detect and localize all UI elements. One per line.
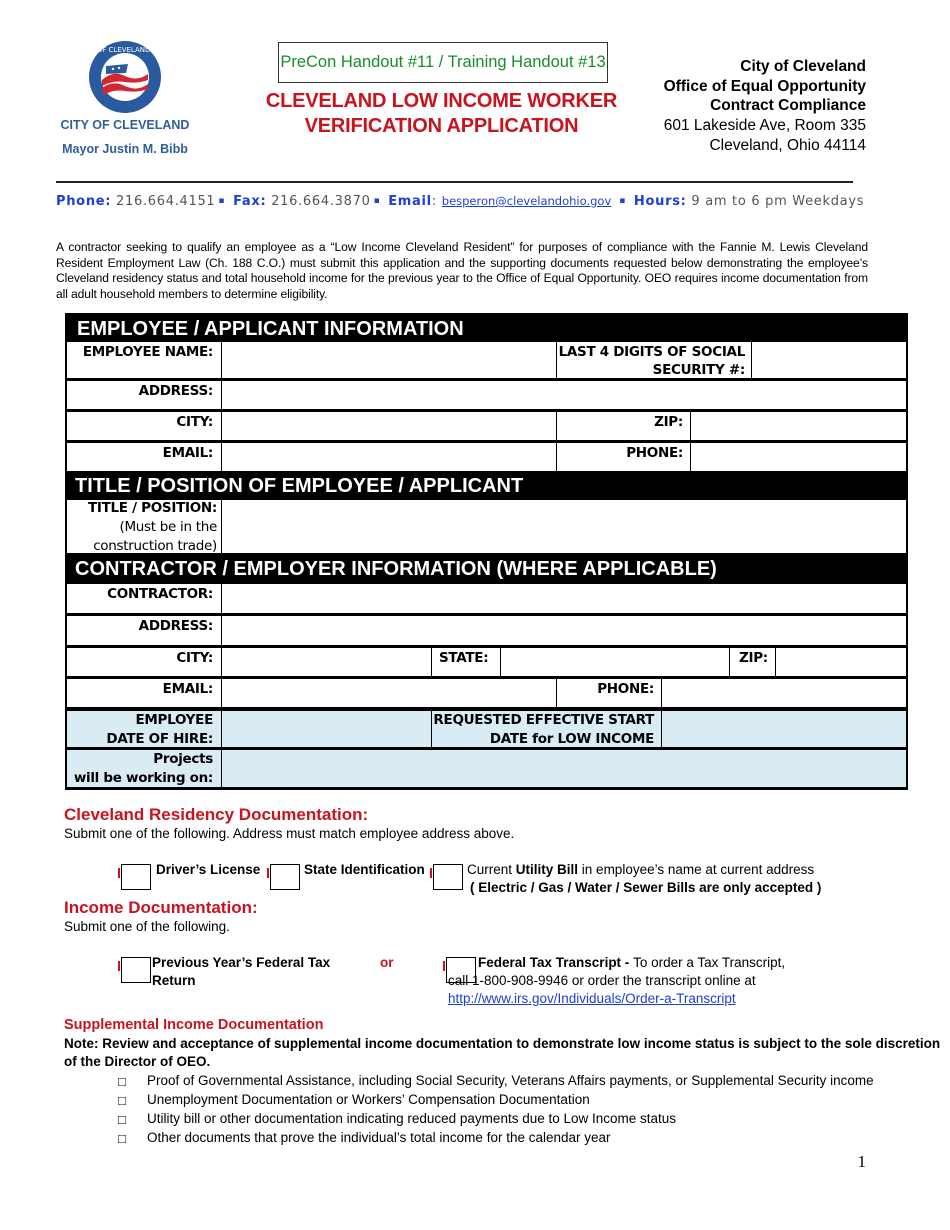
effective-date-field[interactable] bbox=[662, 711, 906, 747]
fax-value: 216.664.3870 bbox=[271, 194, 371, 209]
city-label: CITY: bbox=[176, 414, 213, 430]
ssn-label-line1: LAST 4 DIGITS OF SOCIAL bbox=[558, 344, 745, 360]
bullet-icon: □ bbox=[118, 1074, 127, 1089]
effective-date-label-line2: DATE for LOW INCOME bbox=[489, 731, 654, 747]
section-contractor-info: CONTRACTOR / EMPLOYER INFORMATION (WHERE APPLICABLE) bbox=[65, 555, 908, 583]
tax-return-option-line2: Return bbox=[152, 973, 196, 988]
email-label: EMAIL: bbox=[162, 445, 213, 461]
utility-bill-note: ( Electric / Gas / Water / Sewer Bills are only accepted ) bbox=[470, 880, 822, 895]
row-contractor-city bbox=[65, 647, 908, 678]
bullet-icon: □ bbox=[118, 1093, 127, 1108]
income-heading: Income Documentation: bbox=[64, 898, 258, 917]
or-separator: or bbox=[380, 955, 394, 970]
tax-transcript-option: Federal Tax Transcript - To order a Tax Transcript, bbox=[478, 955, 786, 970]
tax-return-checkbox[interactable] bbox=[121, 957, 151, 983]
city-label: CITY OF CLEVELAND bbox=[60, 118, 190, 132]
row-projects bbox=[65, 749, 908, 790]
supplemental-item: Other documents that prove the individual’s total income for the calendar year bbox=[147, 1130, 611, 1145]
ssn-field[interactable] bbox=[752, 342, 906, 378]
state-id-option: State Identification bbox=[304, 862, 425, 877]
contractor-label: CONTRACTOR: bbox=[107, 586, 213, 602]
residency-instruction: Submit one of the following. Address must match employee address above. bbox=[64, 826, 515, 841]
supplemental-item: Unemployment Documentation or Workers’ Compensation Documentation bbox=[147, 1092, 590, 1107]
city-seal-logo bbox=[79, 40, 171, 114]
office-address-line1: 601 Lakeside Ave, Room 335 bbox=[663, 117, 866, 134]
office-division: Contract Compliance bbox=[710, 97, 866, 114]
office-address-line2: Cleveland, Ohio 44114 bbox=[709, 137, 866, 154]
row-dates bbox=[65, 709, 908, 749]
utility-bill-option: Current Utility Bill in employee’s name at current address bbox=[467, 862, 815, 877]
form-title-line1: CLEVELAND LOW INCOME WORKER bbox=[265, 90, 618, 112]
drivers-license-checkbox[interactable] bbox=[121, 864, 151, 890]
row-employee-name bbox=[65, 341, 908, 380]
section-title-position: TITLE / POSITION OF EMPLOYEE / APPLICANT bbox=[65, 473, 908, 499]
effective-date-label-line1: REQUESTED EFFECTIVE START bbox=[433, 712, 654, 728]
row-city-zip bbox=[65, 411, 908, 442]
income-instruction: Submit one of the following. bbox=[64, 919, 230, 934]
row-contractor-address bbox=[65, 615, 908, 647]
title-note-line2: construction trade) bbox=[93, 538, 217, 554]
hours-value: 9 am to 6 pm Weekdays bbox=[691, 194, 865, 209]
supplemental-note-line2: of the Director of OEO. bbox=[64, 1054, 211, 1069]
page-number: 1 bbox=[857, 1152, 866, 1171]
ssn-label-line2: SECURITY #: bbox=[652, 362, 745, 378]
contact-bar: Phone: 216.664.4151 ▪ Fax: 216.664.3870 ▪ Email: besperon@clevelandohio.gov ▪ Hours: 9 am to 6 pm Weekdays bbox=[56, 194, 865, 209]
office-name: Office of Equal Opportunity bbox=[663, 78, 866, 95]
phone-label: PHONE: bbox=[626, 445, 683, 461]
form-title-line2: VERIFICATION APPLICATION bbox=[304, 115, 579, 137]
address-label: ADDRESS: bbox=[138, 383, 213, 399]
row-email-phone bbox=[65, 442, 908, 473]
utility-bill-checkbox[interactable] bbox=[433, 864, 463, 890]
zip-field[interactable] bbox=[691, 412, 906, 440]
bullet-icon: □ bbox=[118, 1112, 127, 1127]
contractor-zip-label: ZIP: bbox=[739, 650, 768, 666]
date-of-hire-label-line2: DATE OF HIRE: bbox=[106, 731, 213, 747]
header-divider bbox=[56, 181, 853, 183]
tax-transcript-phone: call 1-800-908-9946 or order the transcript online at bbox=[448, 973, 756, 988]
phone-value: 216.664.4151 bbox=[116, 194, 216, 209]
employee-name-label: EMPLOYEE NAME: bbox=[82, 344, 213, 360]
irs-transcript-link[interactable]: http://www.irs.gov/Individuals/Order-a-Transcript bbox=[448, 991, 736, 1006]
projects-label-line2: will be working on: bbox=[73, 770, 213, 786]
address-field[interactable] bbox=[222, 381, 906, 409]
supplemental-item: Proof of Governmental Assistance, including Social Security, Veterans Affairs payments, or Supplemental Security income bbox=[147, 1073, 874, 1088]
supplemental-item: Utility bill or other documentation indicating reduced payments due to Low Income status bbox=[147, 1111, 677, 1126]
title-note-line1: (Must be in the bbox=[119, 519, 217, 535]
contractor-city-label: CITY: bbox=[176, 650, 213, 666]
phone-field[interactable] bbox=[691, 443, 906, 471]
contractor-phone-field[interactable] bbox=[662, 679, 906, 707]
contractor-state-field[interactable] bbox=[501, 648, 730, 676]
email-link[interactable]: besperon@clevelandohio.gov bbox=[441, 194, 612, 208]
date-of-hire-label-line1: EMPLOYEE bbox=[135, 712, 213, 728]
office-city: City of Cleveland bbox=[740, 58, 866, 75]
title-position-field[interactable] bbox=[222, 500, 906, 553]
intro-paragraph: A contractor seeking to qualify an employee as a “Low Income Cleveland Resident” for purposes of compliance with the Fannie M. Lewis Cleveland Resident Employment Law (Ch. 188 C.O.) must submit this application and the supporting documents requested below demonstrating the employee’s Cleveland residency status and total household income for the previous year to the Office of Equal Opportunity. OEO requires income documentation from all adult household members to determine eligibility. bbox=[56, 240, 868, 301]
title-position-label: TITLE / POSITION: bbox=[87, 500, 217, 516]
date-of-hire-field[interactable] bbox=[222, 711, 432, 747]
residency-heading: Cleveland Residency Documentation: bbox=[64, 805, 369, 824]
city-field[interactable] bbox=[222, 412, 557, 440]
drivers-license-option: Driver’s License bbox=[156, 862, 261, 877]
projects-field[interactable] bbox=[222, 750, 906, 787]
handout-label: PreCon Handout #11 / Training Handout #13 bbox=[278, 42, 608, 83]
supplemental-note-line1: Note: Review and acceptance of supplemental income documentation to demonstrate low income status is subject to the sole discretion bbox=[64, 1036, 941, 1051]
row-title-position bbox=[65, 499, 908, 555]
contractor-email-field[interactable] bbox=[222, 679, 557, 707]
contractor-address-field[interactable] bbox=[222, 616, 906, 645]
tax-return-option-line1: Previous Year’s Federal Tax bbox=[152, 955, 331, 970]
contractor-city-field[interactable] bbox=[222, 648, 432, 676]
application-form bbox=[65, 313, 908, 790]
contractor-phone-label: PHONE: bbox=[597, 681, 654, 697]
row-contractor bbox=[65, 583, 908, 615]
state-id-checkbox[interactable] bbox=[270, 864, 300, 890]
email-field[interactable] bbox=[222, 443, 557, 471]
employee-name-field[interactable] bbox=[222, 342, 557, 378]
zip-label: ZIP: bbox=[654, 414, 683, 430]
contractor-email-label: EMAIL: bbox=[162, 681, 213, 697]
section-employee-info: EMPLOYEE / APPLICANT INFORMATION bbox=[65, 313, 908, 341]
projects-label-line1: Projects bbox=[153, 751, 213, 767]
row-contractor-email bbox=[65, 678, 908, 709]
contractor-state-label: STATE: bbox=[439, 650, 489, 666]
row-address bbox=[65, 380, 908, 411]
contractor-zip-field[interactable] bbox=[776, 648, 906, 676]
supplemental-heading: Supplemental Income Documentation bbox=[64, 1017, 324, 1033]
seal-text: CITY OF CLEVELAND OHIO bbox=[79, 46, 171, 54]
bullet-icon: □ bbox=[118, 1131, 127, 1146]
contractor-address-label: ADDRESS: bbox=[138, 618, 213, 634]
mayor-label: Mayor Justin M. Bibb bbox=[62, 142, 188, 156]
contractor-field[interactable] bbox=[222, 584, 906, 613]
